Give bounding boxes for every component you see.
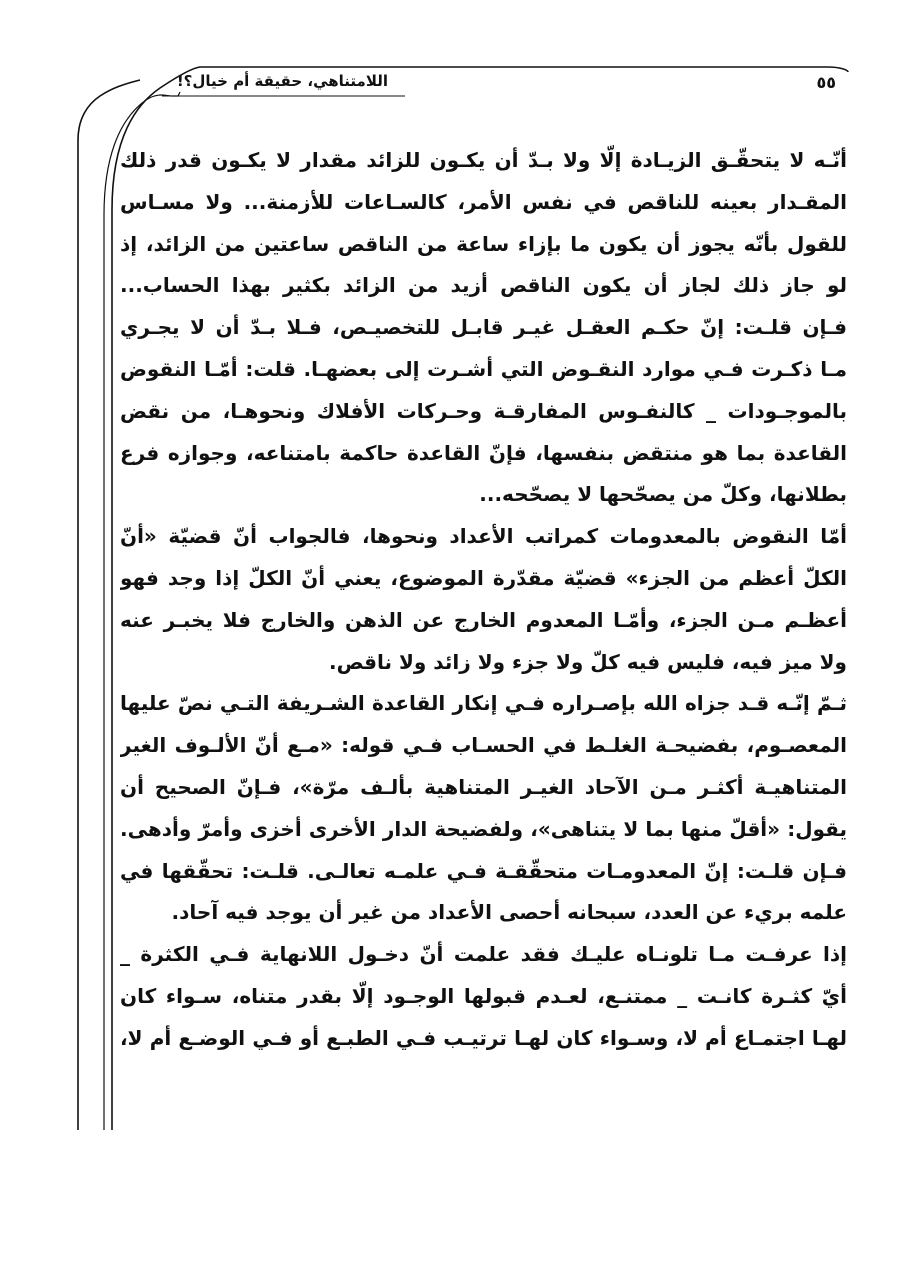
text-line: أعظـم مـن الجزء، وأمّـا المعدوم الخارج عن الذهن والخارج فلا يخبـر عنه — [120, 607, 847, 632]
text-line: علمه بريء عن العدد، سبحانه أحصى الأعداد من غير أن يوجد فيه آحاد. — [171, 900, 847, 925]
text-line: أيّ كثـرة كانـت _ ممتنـع، لعـدم قبولها الوجـود إلّا بقدر متناه، سـواء كان — [120, 983, 847, 1008]
text-line: المعصـوم، بفضيحـة الغلـط في الحسـاب فـي قوله: «مـع أنّ الألـوف الغير — [120, 733, 847, 758]
text-line: فـإن قلـت: إنّ المعدومـات متحقّقـة فـي علمـه تعالـى. قلـت: تحقّقها في — [120, 858, 847, 883]
text-line: القاعدة بما هو منتقض بنفسها، فإنّ القاعدة حاكمة بامتناعه، وجوازه فرع — [120, 440, 847, 465]
left-rule-curve — [78, 80, 140, 140]
text-line: ثـمّ إنّـه قـد جزاه الله بإصـراره فـي إنكار القاعدة الشـريفة التـي نصّ عليها — [120, 691, 847, 716]
text-line: مـا ذكـرت فـي موارد النقـوض التي أشـرت إلى بعضهـا. قلت: أمّـا النقوض — [120, 356, 847, 381]
text-line: بالموجـودات _ كالنفـوس المفارقـة وحـركات الأفلاك ونحوهـا، من نقض — [120, 398, 847, 423]
text-line: لهـا اجتمـاع أم لا، وسـواء كان لهـا ترتيـب فـي الطبـع أو فـي الوضـع أم لا، — [120, 1025, 847, 1050]
text-line: بطلانها، وكلّ من يصحّحها لا يصحّحه... — [479, 482, 847, 507]
text-line: المتناهيـة أكثـر مـن الآحاد الغيـر المتناهية بألـف مرّة»، فـإنّ الصحيح أن — [120, 774, 847, 799]
text-line: المقـدار بعينه للناقص في نفس الأمر، كالسـاعات للأزمنة... ولا مسـاس — [120, 189, 847, 214]
text-line: أمّا النقوض بالمعدومات كمراتب الأعداد ونحوها، فالجواب أنّ قضيّة «أنّ — [120, 524, 847, 549]
body-text — [120, 140, 847, 1140]
page-number: ٥٥ — [816, 73, 836, 92]
text-line: أنّـه لا يتحقّـق الزيـادة إلّا ولا بـدّ أن يكـون للزائد مقدار لا يكـون قدر ذلك — [120, 148, 847, 172]
text-line: للقول بأنّه يجوز أن يكون ما بإزاء ساعة من الناقص ساعتين من الزائد، إذ — [120, 231, 847, 256]
running-header-title: اللامتناهي، حقيقة أم خيال؟! — [176, 72, 388, 90]
text-line: فـإن قلـت: إنّ حكـم العقـل غيـر قابـل للتخصيـص، فـلا بـدّ أن لا يجـري — [120, 315, 847, 340]
text-line: إذا عرفـت مـا تلونـاه عليـك فقد علمت أنّ دخـول اللانهاية فـي الكثرة _ — [120, 942, 847, 967]
text-line: ولا ميز فيه، فليس فيه كلّ ولا جزء ولا زائد ولا ناقص. — [329, 649, 847, 674]
text-line: لو جاز ذلك لجاز أن يكون الناقص أزيد من الزائد بكثير بهذا الحساب... — [120, 273, 847, 298]
text-line: يقول: «أقلّ منها بما لا يتناهى»، ولفضيحة الدار الأخرى أخزى وأمرّ وأدهى. — [120, 816, 847, 841]
text-line: الكلّ أعظم من الجزء» قضيّة مقدّرة الموضوع، يعني أنّ الكلّ إذا وجد فهو — [120, 565, 847, 590]
